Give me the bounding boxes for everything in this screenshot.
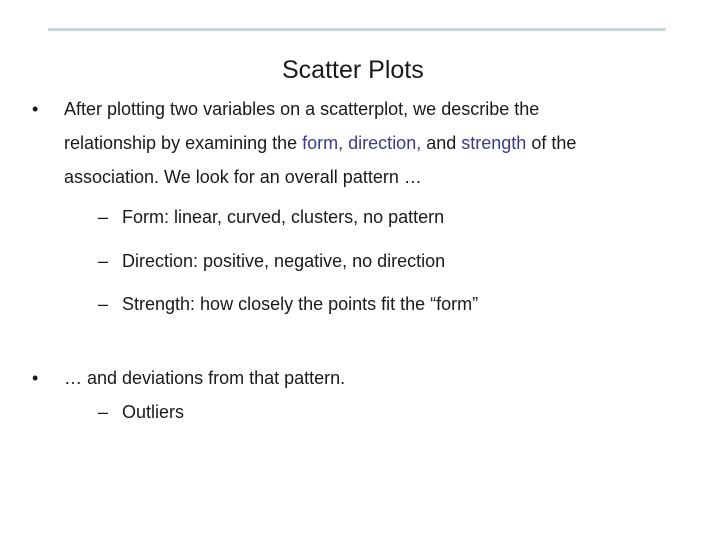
sub-dash: – — [98, 207, 109, 227]
bullet-1-line-3: association. We look for an overall pattern … — [64, 167, 422, 187]
bullet-1 — [32, 92, 692, 194]
keyword-strength: strength — [461, 133, 527, 153]
bullet-1-line-2-and: and — [421, 133, 462, 153]
sub-dash: – — [98, 294, 109, 314]
keyword-form: form, — [302, 133, 344, 153]
sub-item-strength-text: Strength: how closely the points fit the “form” — [122, 294, 479, 314]
bullet-2 — [32, 361, 692, 395]
top-divider — [48, 28, 666, 31]
sub-item-outliers — [98, 400, 184, 424]
sub-item-direction — [98, 249, 445, 273]
sub-item-form — [98, 205, 444, 229]
keyword-direction: direction, — [348, 133, 422, 153]
sub-dash: – — [98, 402, 109, 422]
sub-dash: – — [98, 251, 109, 271]
bullet-1-line-2 — [64, 126, 576, 160]
sub-item-form-text: Form: linear, curved, clusters, no pattern — [122, 207, 445, 227]
bullet-marker: • — [32, 99, 39, 119]
sub-item-direction-text: Direction: positive, negative, no direction — [122, 251, 446, 271]
slide-title: Scatter Plots — [282, 56, 424, 84]
bullet-2-line-1: … and deviations from that pattern. — [64, 368, 346, 388]
sub-item-strength — [98, 292, 478, 316]
sub-item-outliers-text: Outliers — [122, 402, 185, 422]
bullet-1-line-2-pre: relationship by examining the — [64, 133, 303, 153]
bullet-1-line-1: After plotting two variables on a scatterplot, we describe the — [64, 99, 540, 119]
bullet-marker: • — [32, 368, 39, 388]
bullet-1-line-2-post: of the — [526, 133, 577, 153]
